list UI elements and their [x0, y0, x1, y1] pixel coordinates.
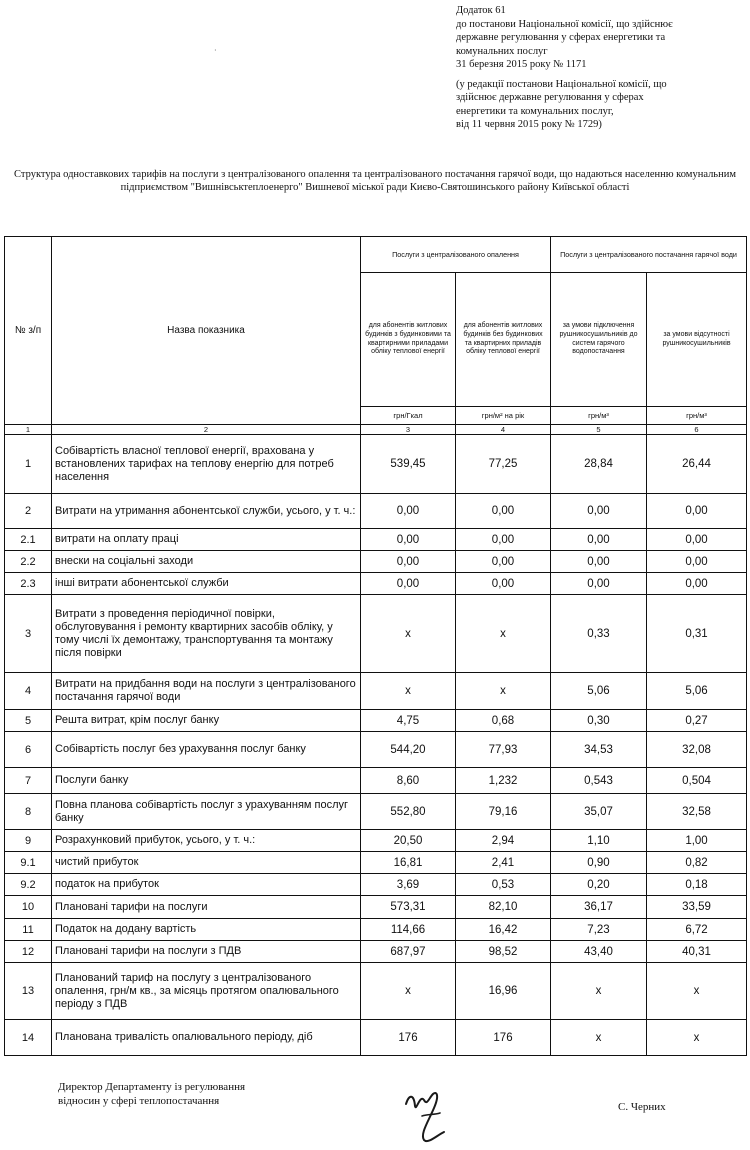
header-row-numbers — [5, 425, 747, 435]
row-name: Витрати з проведення періодичної повірки, обслуговування і ремонту квартирних засобів обліку, у тому числі їх демонтажу, транспортування та монтажу після повірки — [52, 595, 361, 673]
value-col6: 0,504 — [647, 768, 747, 794]
header-col3: для абонентів житлових будинків з будинковими та квартирними приладами обліку теплової енергії — [361, 273, 456, 407]
value-col5: 28,84 — [551, 435, 647, 494]
table-row — [5, 896, 747, 919]
header-group-heating: Послуги з централізованого опалення — [361, 237, 551, 273]
value-col3: 3,69 — [361, 874, 456, 896]
value-col5: 0,33 — [551, 595, 647, 673]
value-col5: 34,53 — [551, 732, 647, 768]
row-name: Витрати на придбання води на послуги з централізованого постачання гарячої води — [52, 673, 361, 710]
annex-line: до постанови Національної комісії, що здійснює — [456, 18, 673, 30]
value-col6: 5,06 — [647, 673, 747, 710]
colnum-3: 3 — [361, 425, 456, 435]
unit-col4: грн/м² на рік — [456, 407, 551, 425]
value-col4: 2,41 — [456, 852, 551, 874]
row-name: інші витрати абонентської служби — [52, 573, 361, 595]
value-col3: 552,80 — [361, 794, 456, 830]
colnum-2: 2 — [52, 425, 361, 435]
annex-line: 31 березня 2015 року № 1171 — [456, 59, 587, 70]
value-col3: 0,00 — [361, 494, 456, 529]
value-col6: 26,44 — [647, 435, 747, 494]
row-number: 1 — [5, 435, 52, 494]
value-col3: 539,45 — [361, 435, 456, 494]
value-col3: 0,00 — [361, 529, 456, 551]
row-name: Планована тривалість опалювального періоду, діб — [52, 1020, 361, 1056]
annex-line: державне регулювання у сферах енергетики та — [456, 32, 666, 43]
value-col4: 0,00 — [456, 573, 551, 595]
document-title: Структура одноставкових тарифів на послуги з централізованого опалення та централізованого постачання гарячої води, що надаються населенню комунальним підприємством "Вишнівськтеплоенерго" Вишневої міської ради Києво-Святошинського району Київської області — [14, 169, 736, 193]
revision-line: здійснює державне регулювання у сферах — [456, 92, 644, 103]
row-name: Собівартість послуг без урахування послуг банку — [52, 732, 361, 768]
value-col5: 0,543 — [551, 768, 647, 794]
row-number: 2.3 — [5, 573, 52, 595]
table-row — [5, 732, 747, 768]
value-col6: 40,31 — [647, 941, 747, 963]
value-col6: 6,72 — [647, 919, 747, 941]
tariff-table — [4, 236, 747, 1056]
row-number: 9 — [5, 830, 52, 852]
table-row — [5, 874, 747, 896]
row-number: 3 — [5, 595, 52, 673]
row-number: 2.1 — [5, 529, 52, 551]
colnum-4: 4 — [456, 425, 551, 435]
table-row — [5, 435, 747, 494]
value-col5: 7,23 — [551, 919, 647, 941]
value-col4: 82,10 — [456, 896, 551, 919]
handwritten-signature — [400, 1082, 450, 1144]
value-col4: 0,68 — [456, 710, 551, 732]
table-row — [5, 673, 747, 710]
value-col4: 0,53 — [456, 874, 551, 896]
value-col6: 33,59 — [647, 896, 747, 919]
table-row — [5, 494, 747, 529]
row-number: 9.2 — [5, 874, 52, 896]
colnum-6: 6 — [647, 425, 747, 435]
colnum-1: 1 — [5, 425, 52, 435]
header-group-hot-water: Послуги з централізованого постачання гарячої води — [551, 237, 747, 273]
value-col4: 176 — [456, 1020, 551, 1056]
revision-line: від 11 червня 2015 року № 1729) — [456, 119, 602, 130]
position-line: відносин у сфері теплопостачання — [58, 1095, 220, 1107]
row-number: 14 — [5, 1020, 52, 1056]
row-name: Послуги банку — [52, 768, 361, 794]
value-col3: 176 — [361, 1020, 456, 1056]
value-col4: 16,42 — [456, 919, 551, 941]
value-col5: 0,00 — [551, 551, 647, 573]
table-row — [5, 573, 747, 595]
value-col6: 32,58 — [647, 794, 747, 830]
row-name: Податок на додану вартість — [52, 919, 361, 941]
value-col3: 573,31 — [361, 896, 456, 919]
value-col4: 1,232 — [456, 768, 551, 794]
value-col3: 16,81 — [361, 852, 456, 874]
row-name: Плановані тарифи на послуги — [52, 896, 361, 919]
value-col3: 20,50 — [361, 830, 456, 852]
value-col6: x — [647, 1020, 747, 1056]
row-name: податок на прибуток — [52, 874, 361, 896]
table-row — [5, 941, 747, 963]
row-number: 6 — [5, 732, 52, 768]
row-name: Плановані тарифи на послуги з ПДВ — [52, 941, 361, 963]
value-col6: 0,31 — [647, 595, 747, 673]
value-col3: 8,60 — [361, 768, 456, 794]
position-line: Директор Департаменту із регулювання — [58, 1081, 246, 1093]
table-row — [5, 852, 747, 874]
table-row — [5, 551, 747, 573]
value-col5: 0,20 — [551, 874, 647, 896]
value-col6: x — [647, 963, 747, 1020]
value-col5: 0,90 — [551, 852, 647, 874]
table-row — [5, 963, 747, 1020]
table-row — [5, 1020, 747, 1056]
table-row — [5, 830, 747, 852]
header-col6: за умови відсутності рушникосушильників — [647, 273, 747, 407]
value-col5: 36,17 — [551, 896, 647, 919]
value-col6: 1,00 — [647, 830, 747, 852]
row-number: 8 — [5, 794, 52, 830]
value-col3: x — [361, 595, 456, 673]
annex-header — [456, 4, 748, 132]
row-number: 5 — [5, 710, 52, 732]
annex-line: комунальних послуг — [456, 45, 548, 57]
value-col3: 114,66 — [361, 919, 456, 941]
value-col5: x — [551, 963, 647, 1020]
value-col3: 4,75 — [361, 710, 456, 732]
value-col6: 0,00 — [647, 573, 747, 595]
row-name: чистий прибуток — [52, 852, 361, 874]
row-name: внески на соціальні заходи — [52, 551, 361, 573]
unit-col5: грн/м³ — [551, 407, 647, 425]
value-col5: 0,00 — [551, 529, 647, 551]
value-col6: 32,08 — [647, 732, 747, 768]
value-col4: 77,93 — [456, 732, 551, 768]
row-number: 7 — [5, 768, 52, 794]
value-col5: 43,40 — [551, 941, 647, 963]
row-name: Решта витрат, крім послуг банку — [52, 710, 361, 732]
revision-line: енергетики та комунальних послуг, — [456, 105, 614, 117]
value-col6: 0,00 — [647, 551, 747, 573]
value-col4: 16,96 — [456, 963, 551, 1020]
value-col5: 35,07 — [551, 794, 647, 830]
row-name: Розрахунковий прибуток, усього, у т. ч.: — [52, 830, 361, 852]
row-name: Планований тариф на послугу з централізованого опалення, грн/м кв., за місяць протягом опалювального періоду з ПДВ — [52, 963, 361, 1020]
value-col6: 0,00 — [647, 529, 747, 551]
revision-line: (у редакції постанови Національної комісії, що — [456, 78, 667, 90]
header-col5: за умови підключення рушникосушильників до систем гарячого водопостачання — [551, 273, 647, 407]
value-col4: x — [456, 673, 551, 710]
value-col3: 687,97 — [361, 941, 456, 963]
row-number: 2 — [5, 494, 52, 529]
row-number: 12 — [5, 941, 52, 963]
value-col4: 79,16 — [456, 794, 551, 830]
value-col5: 1,10 — [551, 830, 647, 852]
value-col5: 0,00 — [551, 573, 647, 595]
unit-col6: грн/м³ — [647, 407, 747, 425]
row-name: Повна планова собівартість послуг з урахуванням послуг банку — [52, 794, 361, 830]
row-number: 2.2 — [5, 551, 52, 573]
row-name: витрати на оплату праці — [52, 529, 361, 551]
row-number: 9.1 — [5, 852, 52, 874]
value-col4: 0,00 — [456, 529, 551, 551]
value-col5: 0,00 — [551, 494, 647, 529]
header-row-groups — [5, 237, 747, 273]
value-col4: 2,94 — [456, 830, 551, 852]
value-col3: x — [361, 673, 456, 710]
header-col4: для абонентів житлових будинків без будинкових та квартирних приладів обліку теплової енергії — [456, 273, 551, 407]
value-col5: x — [551, 1020, 647, 1056]
header-name: Назва показника — [52, 237, 361, 425]
value-col4: 0,00 — [456, 494, 551, 529]
table-row — [5, 919, 747, 941]
signatory-position — [58, 1080, 358, 1108]
value-col4: 98,52 — [456, 941, 551, 963]
value-col5: 0,30 — [551, 710, 647, 732]
value-col3: 0,00 — [361, 573, 456, 595]
scan-speck: · — [214, 46, 217, 55]
value-col4: x — [456, 595, 551, 673]
value-col4: 0,00 — [456, 551, 551, 573]
value-col3: 0,00 — [361, 551, 456, 573]
row-number: 4 — [5, 673, 52, 710]
table-row — [5, 595, 747, 673]
row-number: 10 — [5, 896, 52, 919]
value-col3: 544,20 — [361, 732, 456, 768]
row-number: 13 — [5, 963, 52, 1020]
header-no: № з/п — [5, 237, 52, 425]
signer-name: С. Черних — [618, 1101, 666, 1113]
row-name: Витрати на утримання абонентської служби, усього, у т. ч.: — [52, 494, 361, 529]
value-col6: 0,00 — [647, 494, 747, 529]
annex-title: Додаток 61 — [456, 5, 506, 16]
value-col6: 0,18 — [647, 874, 747, 896]
value-col4: 77,25 — [456, 435, 551, 494]
table-row — [5, 768, 747, 794]
value-col5: 5,06 — [551, 673, 647, 710]
value-col3: x — [361, 963, 456, 1020]
table-row — [5, 710, 747, 732]
row-name: Собівартість власної теплової енергії, врахована у встановлених тарифах на теплову енергію для потреб населення — [52, 435, 361, 494]
table-row — [5, 794, 747, 830]
unit-col3: грн/Гкал — [361, 407, 456, 425]
row-number: 11 — [5, 919, 52, 941]
table-row — [5, 529, 747, 551]
value-col6: 0,82 — [647, 852, 747, 874]
value-col6: 0,27 — [647, 710, 747, 732]
colnum-5: 5 — [551, 425, 647, 435]
